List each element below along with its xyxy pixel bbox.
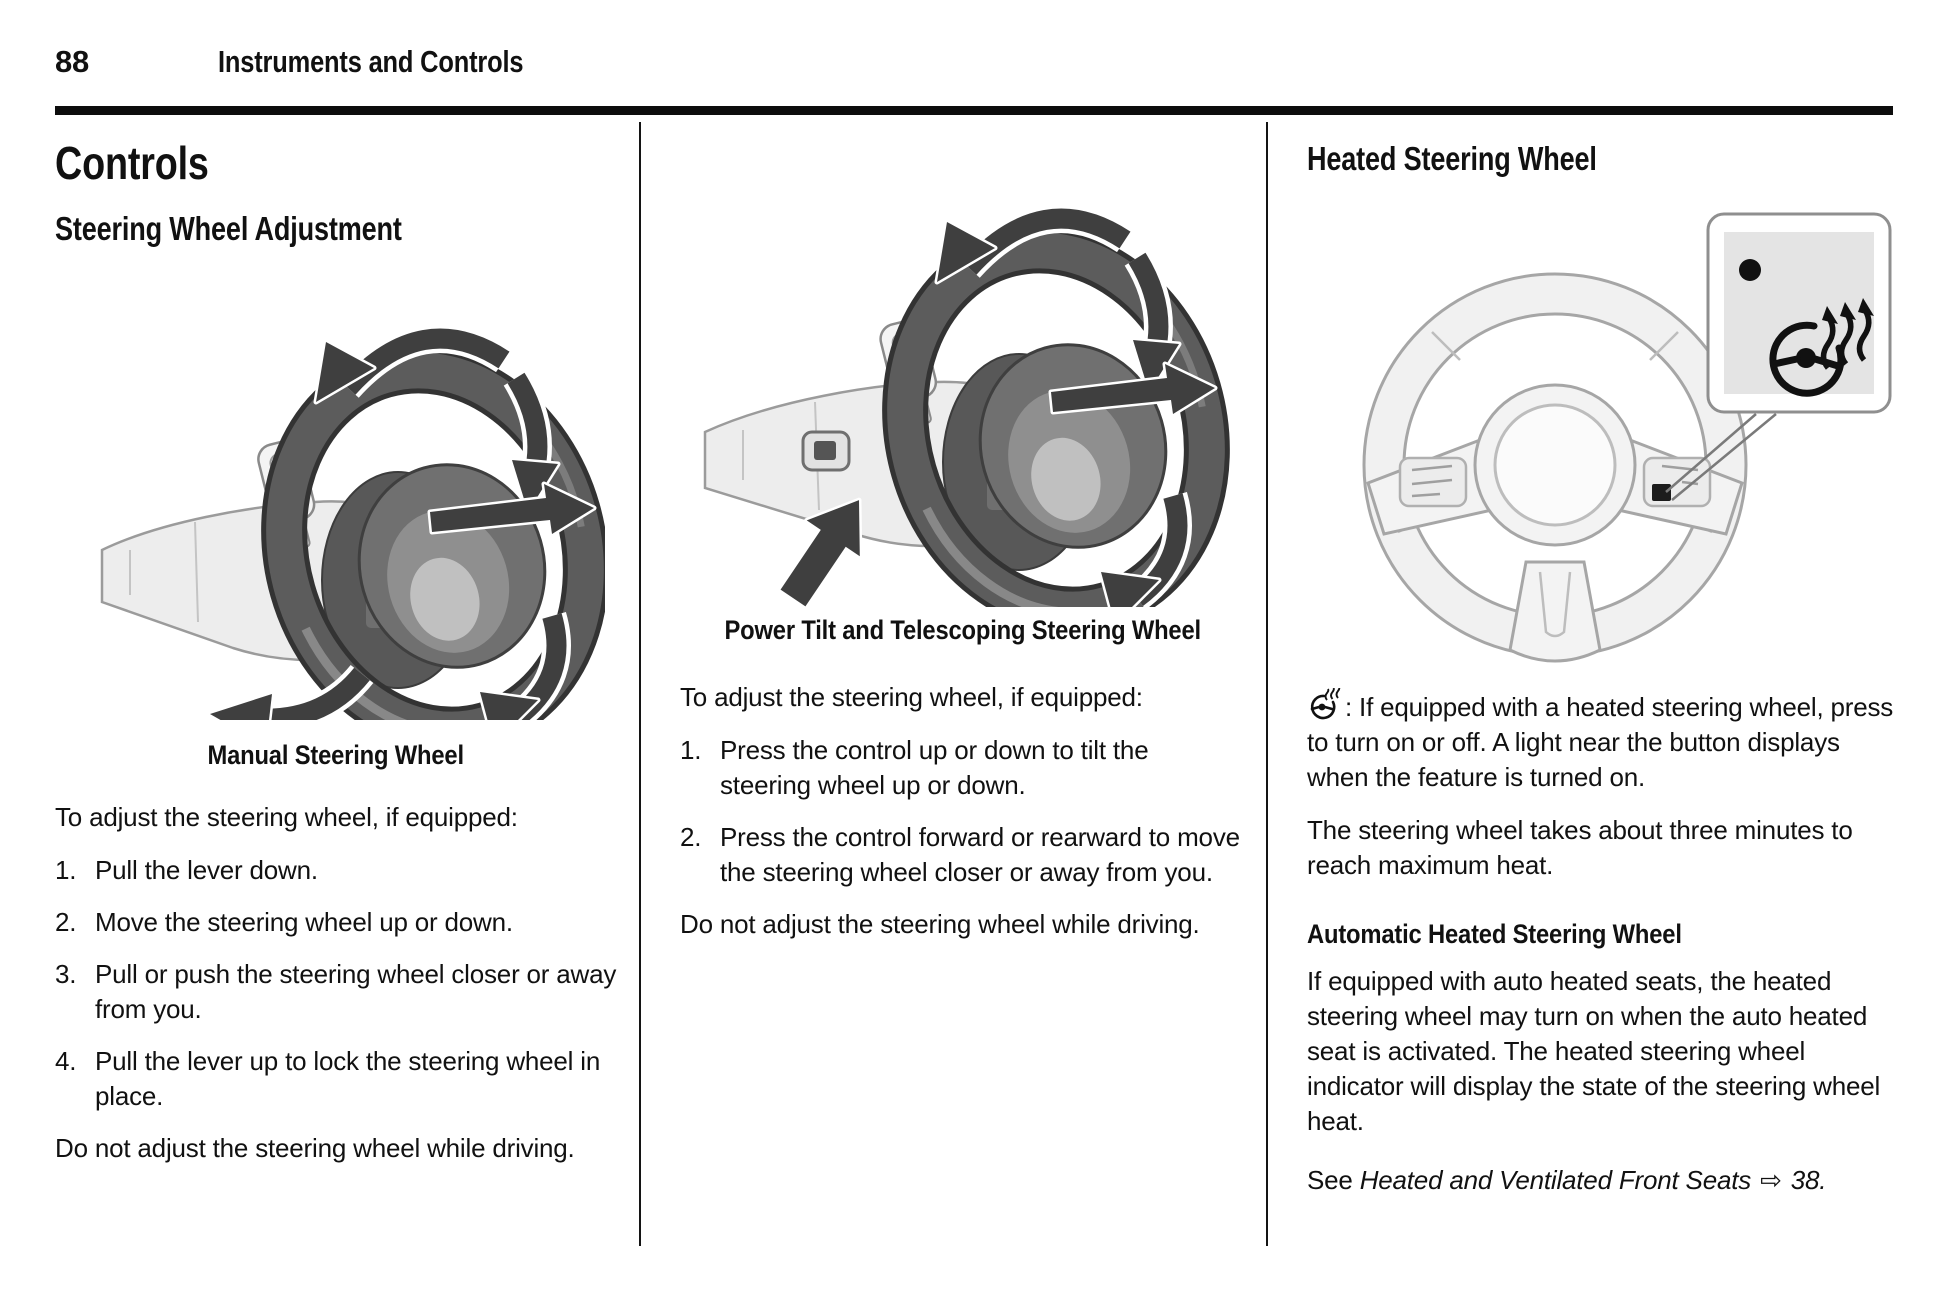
intro-text: To adjust the steering wheel, if equipped:: [680, 682, 1143, 712]
page-number: 88: [55, 44, 90, 79]
list-item: Pull or push the steering wheel closer or away from you.: [95, 959, 617, 1024]
auto-heated-paragraph: If equipped with auto heated seats, the heated steering wheel may turn on when the auto heated seat is activated. The heated steering wheel indicator will display the state of the steering wheel heat.: [1307, 966, 1881, 1136]
heated-button-paragraph: : If equipped with a heated steering wheel, press to turn on or off. A light near the button displays when the feature is turned on.: [1307, 688, 1899, 795]
manual-steps-list: [55, 853, 617, 1114]
power-tilt-steering-wheel-figure: [675, 132, 1245, 607]
automatic-heated-subheading: Automatic Heated Steering Wheel: [1307, 919, 1682, 949]
list-item: Press the control up or down to tilt the steering wheel up or down.: [720, 735, 1149, 800]
power-tilt-text: [680, 680, 1246, 960]
steering-wheel-adjustment-heading: Steering Wheel Adjustment: [55, 210, 402, 247]
column-divider-right: [1266, 122, 1268, 1246]
manual-steering-text: [55, 800, 617, 1184]
list-item: Press the control forward or rearward to move the steering wheel closer or away from you.: [720, 822, 1240, 887]
power-tilt-steps-list: [680, 733, 1246, 890]
heated-wheel-button: [1652, 484, 1671, 501]
list-item: Pull the lever down.: [95, 855, 318, 885]
controls-heading: Controls: [55, 137, 209, 189]
reference-arrow-icon: ⇨: [1760, 1165, 1782, 1195]
heated-steering-wheel-figure: [1300, 200, 1900, 670]
heat-time-paragraph: The steering wheel takes about three minutes to reach maximum heat.: [1307, 815, 1853, 880]
warning-text: Do not adjust the steering wheel while driving.: [55, 1133, 575, 1163]
intro-text: To adjust the steering wheel, if equipped:: [55, 802, 518, 832]
indicator-light-dot: [1739, 259, 1761, 281]
list-item: Move the steering wheel up or down.: [95, 907, 513, 937]
cross-reference: See Heated and Ventilated Front Seats ⇨ 38.: [1307, 1165, 1827, 1195]
manual-steering-wheel-figure: [100, 250, 605, 720]
warning-text: Do not adjust the steering wheel while driving.: [680, 909, 1200, 939]
figure-caption-manual: Manual Steering Wheel: [207, 740, 465, 770]
heated-steering-wheel-icon: [1307, 688, 1341, 722]
heated-button-callout: [1708, 214, 1890, 412]
column-divider-left: [639, 122, 641, 1246]
list-item: Pull the lever up to lock the steering wheel in place.: [95, 1046, 601, 1111]
section-title: Instruments and Controls: [218, 44, 524, 79]
figure-caption-power-tilt: Power Tilt and Telescoping Steering Wheel: [724, 615, 1202, 645]
heated-steering-text: [1307, 688, 1899, 1216]
bottom-spoke: [1510, 562, 1600, 661]
heated-steering-wheel-heading: Heated Steering Wheel: [1307, 140, 1597, 177]
header-rule: [55, 106, 1893, 115]
